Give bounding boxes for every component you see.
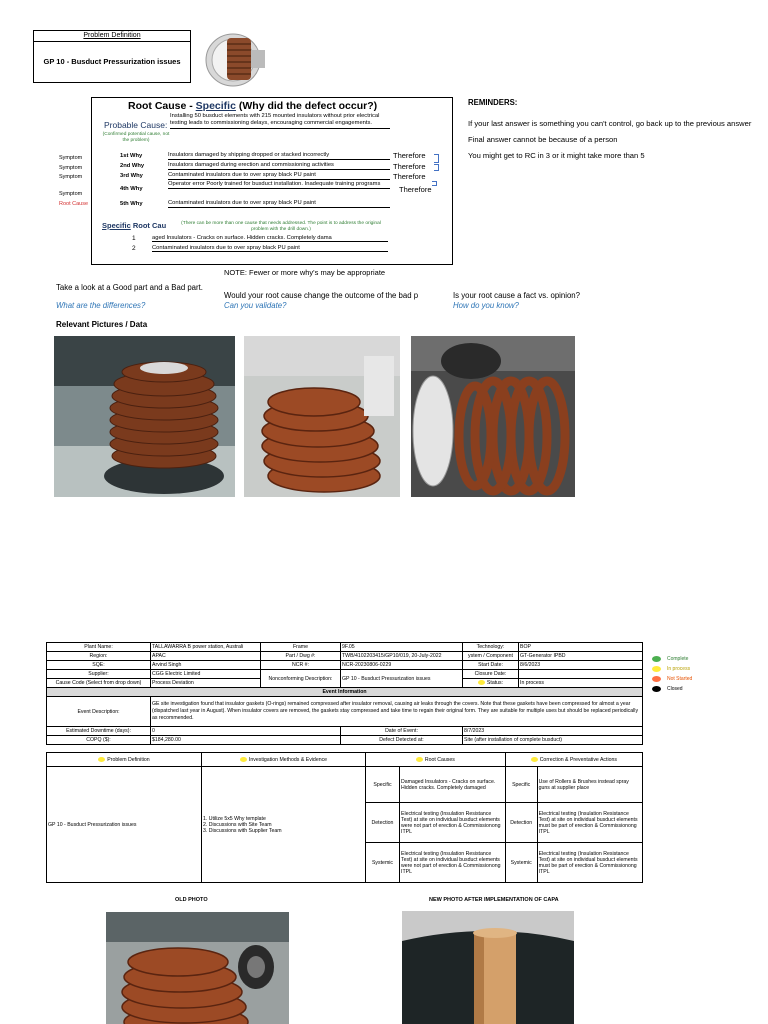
problem-definition-title: GP 10 - Busduct Pressurization issues (43, 57, 181, 66)
investigation-item: 3. Discussions with Supplier Team (203, 827, 282, 834)
header-problem-definition-label: Problem Definition (107, 756, 150, 763)
table-row (47, 697, 643, 727)
defect-detected-label: Defect Detected at: (341, 736, 463, 745)
table-row (47, 652, 643, 661)
region-value: APAC (151, 652, 261, 661)
legend-dot-icon (652, 666, 661, 672)
why-text: Contaminated insulators due to over spray black PU paint (168, 172, 390, 180)
action-type: Systemic (505, 843, 537, 883)
root-cause-text: Electrical testing (Insulation Resistance Test) at site on individual busduct elements were not part of erection & Commissionong ITPL (400, 803, 506, 843)
reminder-item: Final answer cannot be because of a person (468, 135, 618, 144)
status-label: Status: (486, 680, 504, 686)
specific-cause-number: 2 (132, 245, 136, 252)
defect-detected-value: Site (after installation of complete busduct) (463, 736, 643, 745)
sqe-value: Arvind Singh (151, 661, 261, 670)
specific-root-cause-label-underlined: Specific (102, 221, 131, 230)
date-of-event-label: Date of Event: (341, 727, 463, 736)
new-photo (402, 911, 574, 1024)
table-row (47, 767, 643, 803)
root-cause-text: Electrical testing (Insulation Resistance Test) at site on individual busduct elements were not part of erection & Commissionong ITPL (400, 843, 506, 883)
table-row (47, 753, 643, 767)
problem-definition-cell: GP 10 - Busduct Pressurization issues (47, 767, 202, 883)
table-row (47, 736, 643, 745)
event-description-label: Event Description: (47, 697, 151, 727)
start-date-value: 8/6/2023 (519, 661, 643, 670)
problem-definition-box (33, 30, 191, 83)
therefore-bracket (434, 154, 439, 163)
action-type: Specific (505, 767, 537, 803)
therefore-bracket (434, 164, 439, 171)
specific-root-cause-label (102, 221, 166, 230)
therefore-bracket (432, 181, 437, 186)
side-label-symptom: Symptom (59, 191, 83, 197)
table-row (47, 643, 643, 652)
why-text: Operator error Poorly trained for busduct installation. Inadequate training programs (168, 181, 390, 189)
root-cause-type: Specific (366, 767, 400, 803)
question-validate: Can you validate? (224, 301, 287, 310)
closure-date-value (519, 670, 643, 679)
specific-cause-text: Contaminated insulators due to over spray black PU paint (152, 245, 388, 252)
therefore-label: Therefore (399, 185, 432, 194)
ncr-label: NCR #: (261, 661, 341, 670)
status-value[interactable]: In process (519, 679, 643, 688)
note-text: NOTE: Fewer or more why's may be appropriate (224, 268, 386, 277)
status-dot-icon (416, 757, 423, 762)
report-table (46, 642, 643, 745)
header-investigation-label: Investigation Methods & Evidence (248, 756, 328, 763)
legend-label: Complete (667, 656, 689, 662)
ncr-value: NCR-20230806-0229 (341, 661, 463, 670)
root-cause-title-prefix: Root Cause - (128, 100, 196, 112)
plant-name-value: TALLAWARRA B power station, Australi (151, 643, 261, 652)
legend-dot-icon (652, 656, 661, 662)
why-text: Insulators damaged by shipping dropped or stacked incorrectly (168, 152, 390, 160)
reminder-item: If your last answer is something you can't control, go back up to the previous answer (468, 119, 752, 128)
probable-cause-note: (Confirmed potential cause, not the problem) (102, 132, 170, 143)
table-row (47, 688, 643, 697)
therefore-label: Therefore (393, 172, 426, 181)
busduct-illustration (203, 30, 273, 88)
event-information-header: Event Information (47, 688, 643, 697)
frame-label: Frame (261, 643, 341, 652)
root-cause-title (128, 100, 377, 112)
legend-label: Closed (667, 686, 683, 692)
part-label: Part / Dwg #: (261, 652, 341, 661)
why-label: 3rd Why (120, 173, 143, 179)
header-corrective-actions (505, 753, 642, 767)
new-photo-caption: NEW PHOTO AFTER IMPLEMENTATION OF CAPA (429, 897, 559, 903)
action-text: Use of Rollers & Brushes instead spray guns at supplier place (537, 767, 642, 803)
plant-name-label: Plant Name: (47, 643, 151, 652)
header-corrective-actions-label: Correction & Preventative Actions (539, 756, 617, 763)
status-dot-icon (98, 757, 105, 762)
insulator-photo-1 (54, 336, 235, 497)
investigation-item: 1. Utilize 5x5 Why template (203, 815, 266, 822)
table-row (47, 670, 643, 679)
probable-cause-text: Installing 50 busduct elements with 215 mounted insulators without prior electrical testing leads to commissioning delays, encouraging commercial engagements. (170, 113, 390, 129)
cause-code-label: Cause Code (Select from drop down) (47, 679, 151, 688)
side-label-symptom: Symptom (59, 174, 83, 180)
investigation-cell (202, 767, 366, 883)
side-label-symptom: Symptom (59, 165, 83, 171)
event-description-value: GE site investigation found that insulator gaskets (O-rings) remained compressed after insulator removal, causing air leaks through the covers. Note that these gaskets have been compressed for almost a year (dispatched last year in August). When insulator covers are removed, the gaskets stay compressed and take time to regain their original form. They are suitable for multiple uses but should be replaced periodically as recommended. (151, 697, 643, 727)
old-photo-caption: OLD PHOTO (175, 897, 208, 903)
root-cause-table (46, 752, 643, 883)
question-how-know: How do you know? (453, 301, 519, 310)
why-text: Insulators damaged during erection and commissioning activities (168, 162, 390, 170)
insulator-photo-2 (244, 336, 400, 497)
why-label: 1st Why (120, 153, 143, 159)
status-dot-icon (531, 757, 538, 762)
technology-value: BOP (519, 643, 643, 652)
why-label: 5th Why (120, 201, 143, 207)
why-text: Contaminated insulators due to over spray black PU paint (168, 200, 390, 208)
why-label: 4th Why (120, 186, 143, 192)
why-label: 2nd Why (120, 163, 145, 169)
specific-root-cause-note: (There can be more than one cause that needs addressed. The point is to address the original problem with the drill down.) (181, 221, 381, 232)
header-problem-definition (47, 753, 202, 767)
supplier-value: CGG Electric Limited (151, 670, 261, 679)
status-dot-icon (478, 680, 485, 685)
downtime-label: Estimated Downtime (days): (47, 727, 151, 736)
question-root-cause-change: Would your root cause change the outcome of the bad p (224, 291, 419, 300)
legend-label: In process (667, 666, 691, 672)
header-root-causes (366, 753, 506, 767)
probable-cause-label: Probable Cause: (104, 120, 168, 130)
investigation-item: 2. Discussions with Site Team (203, 821, 272, 828)
root-cause-text: Damaged Insulators - Cracks on surface. Hidden cracks. Completely damaged (400, 767, 506, 803)
table-row (47, 661, 643, 670)
supplier-label: Supplier: (47, 670, 151, 679)
nonconforming-label: Nonconforming Description: (261, 670, 341, 688)
specific-cause-number: 1 (132, 235, 136, 242)
therefore-label: Therefore (393, 162, 426, 171)
root-cause-type: Systemic (366, 843, 400, 883)
root-cause-type: Detection (366, 803, 400, 843)
side-label-root-cause: Root Cause (59, 201, 89, 207)
nonconforming-value: GP 10 - Busduct Pressurization issues (341, 670, 463, 688)
legend-item (652, 674, 692, 684)
question-fact-opinion: Is your root cause a fact vs. opinion? (453, 291, 580, 300)
part-value: TWB/4102203415/GP10/019, 20-July-2022 (341, 652, 463, 661)
action-text: Electrical testing (Insulation Resistance Test) at site on individual busduct elements must be part of erection & Commissionong ITPL (537, 803, 642, 843)
question-differences: What are the differences? (56, 301, 146, 310)
specific-cause-text: aged Insulators - Cracks on surface. Hidden cracks. Completely dama (152, 235, 388, 242)
date-of-event-value: 8/7/2023 (463, 727, 643, 736)
insulator-photo-3 (411, 336, 575, 497)
therefore-label: Therefore (393, 151, 426, 160)
legend-dot-icon (652, 676, 661, 682)
copq-value: $184,280.00 (151, 736, 341, 745)
relevant-pictures-title: Relevant Pictures / Data (56, 320, 148, 329)
question-good-bad: Take a look at a Good part and a Bad part. (56, 283, 203, 292)
legend-item (652, 654, 692, 664)
header-investigation (202, 753, 366, 767)
root-cause-box (91, 97, 453, 265)
root-cause-title-specific: Specific (195, 100, 236, 112)
specific-root-cause-label-rest: Root Cau (130, 221, 167, 230)
status-dot-icon (240, 757, 247, 762)
system-label: ystem / Component (463, 652, 519, 661)
reminders-title: REMINDERS: (468, 98, 518, 107)
legend-label: Not Started (667, 676, 693, 682)
header-root-causes-label: Root Causes (424, 756, 455, 763)
legend-dot-icon (652, 686, 661, 692)
status-legend (652, 654, 692, 694)
problem-definition-header: Problem Definition (34, 31, 190, 42)
start-date-label: Start Date: (463, 661, 519, 670)
sqe-label: SQE: (47, 661, 151, 670)
action-text: Electrical testing (Insulation Resistance Test) at site on individual busduct elements must be part of erection & Commissionong ITPL (537, 843, 642, 883)
technology-label: Technology: (463, 643, 519, 652)
downtime-value: 0 (151, 727, 341, 736)
old-photo (106, 912, 289, 1024)
reminders-panel (468, 98, 753, 167)
closure-date-label: Closure Date: (463, 670, 519, 679)
legend-item (652, 684, 692, 694)
copq-label: COPQ ($): (47, 736, 151, 745)
reminder-item: You might get to RC in 3 or it might take more than 5 (468, 151, 645, 160)
root-cause-title-suffix: (Why did the defect occur?) (235, 100, 378, 112)
cause-code-value[interactable]: Process Deviation (151, 679, 261, 688)
side-label-symptom: Symptom (59, 155, 83, 161)
region-label: Region: (47, 652, 151, 661)
system-value: GT-Generator IPBD (519, 652, 643, 661)
status-label-cell (463, 679, 519, 688)
legend-item (652, 664, 692, 674)
action-type: Detection (505, 803, 537, 843)
frame-value: 9F.05 (341, 643, 463, 652)
table-row (47, 727, 643, 736)
